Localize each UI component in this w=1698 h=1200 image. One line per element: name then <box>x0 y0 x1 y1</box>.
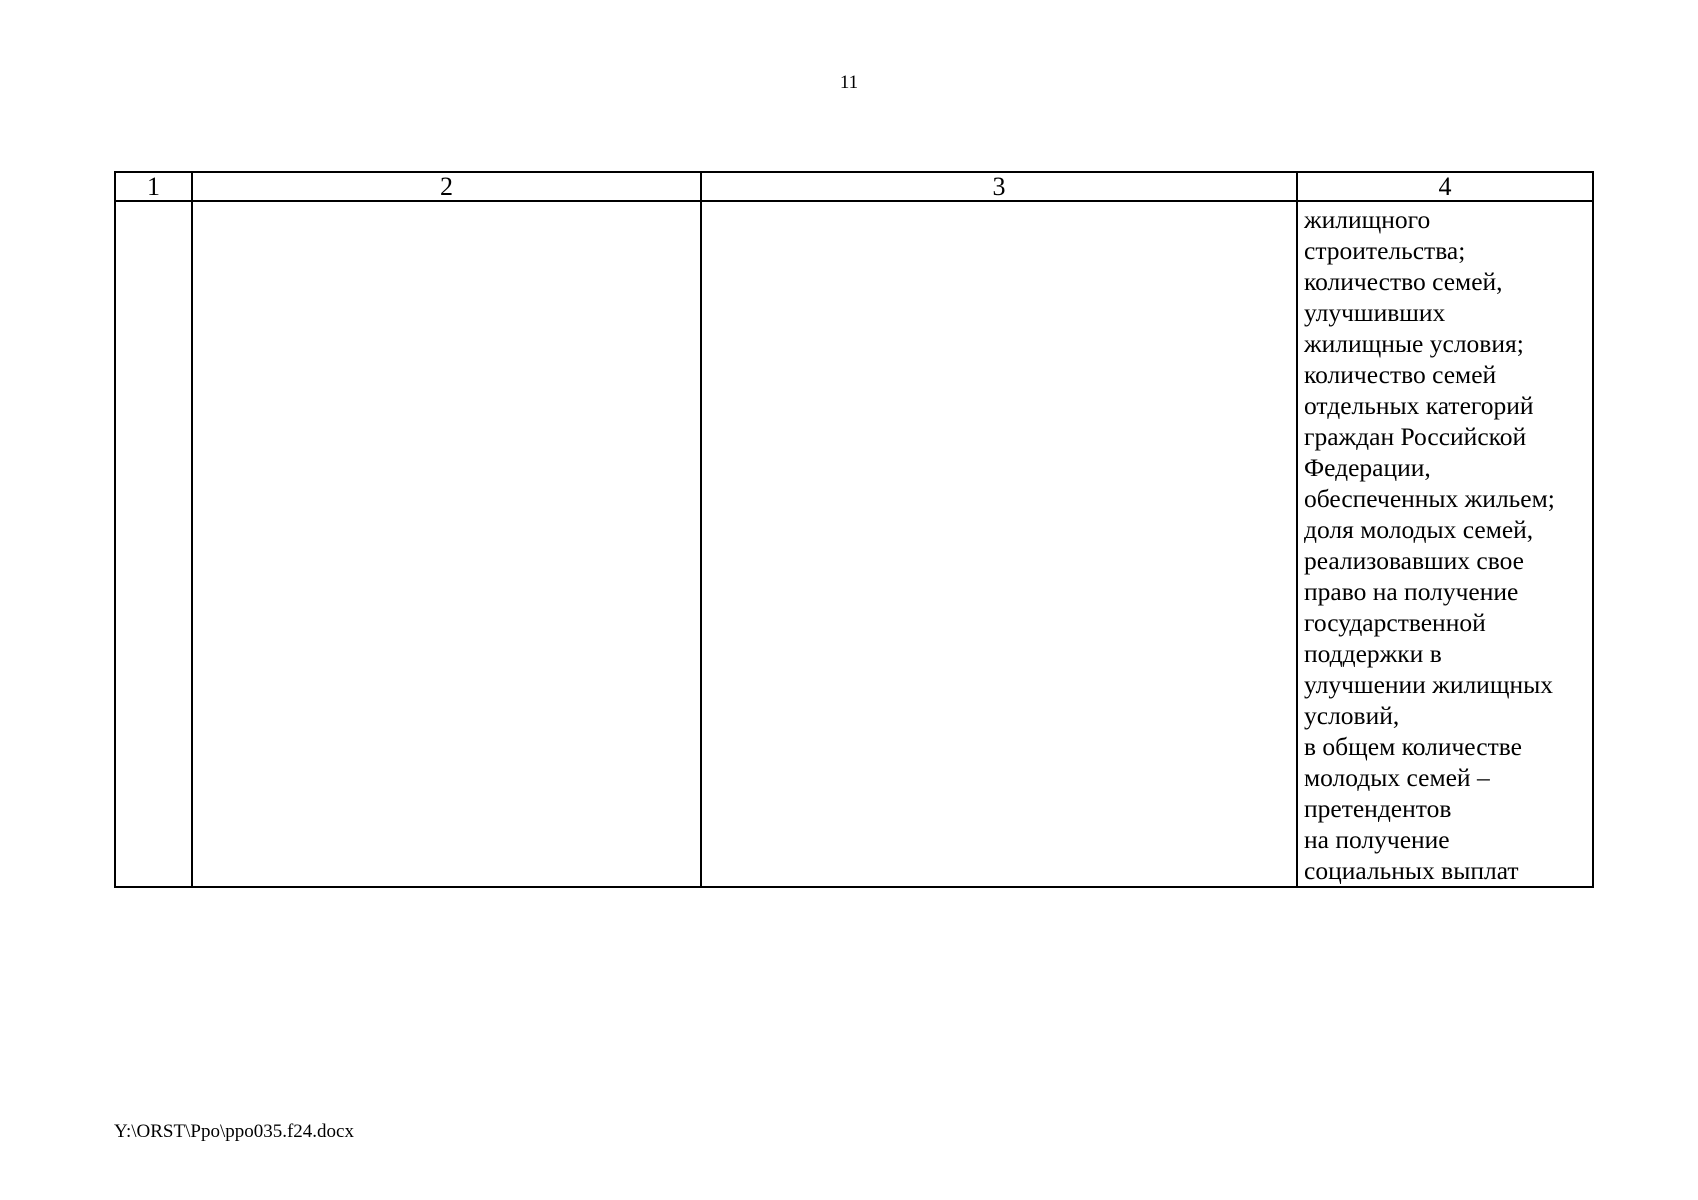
column-header-1: 1 <box>115 172 192 201</box>
page-number: 11 <box>839 72 859 93</box>
table-cell-col1 <box>115 201 192 887</box>
document-table <box>114 171 1594 888</box>
cell-text-col2 <box>193 202 700 204</box>
cell-text-col3 <box>702 202 1296 204</box>
column-header-3: 3 <box>701 172 1297 201</box>
table-row <box>115 201 1593 887</box>
column-header-2: 2 <box>192 172 701 201</box>
table-cell-col3 <box>701 201 1297 887</box>
footer-file-path: Y:\ORST\Ppo\ppo035.f24.docx <box>114 1121 354 1142</box>
table-cell-col2 <box>192 201 701 887</box>
cell-text-col1 <box>116 202 191 204</box>
table-cell-col4 <box>1297 201 1593 887</box>
column-header-4: 4 <box>1297 172 1593 201</box>
cell-text-col4: жилищного строительства; количество семей, улучшивших жилищные условия; количество семей отдельных категорий граждан Российской Федерации, обеспеченных жильем; доля молодых семей, реализовавших свое право на получение государственной поддержки в улучшении жилищных условий, в общем количестве молодых семей – претендентов на получение социальных выплат <box>1304 205 1555 885</box>
table-header-row <box>115 172 1593 201</box>
